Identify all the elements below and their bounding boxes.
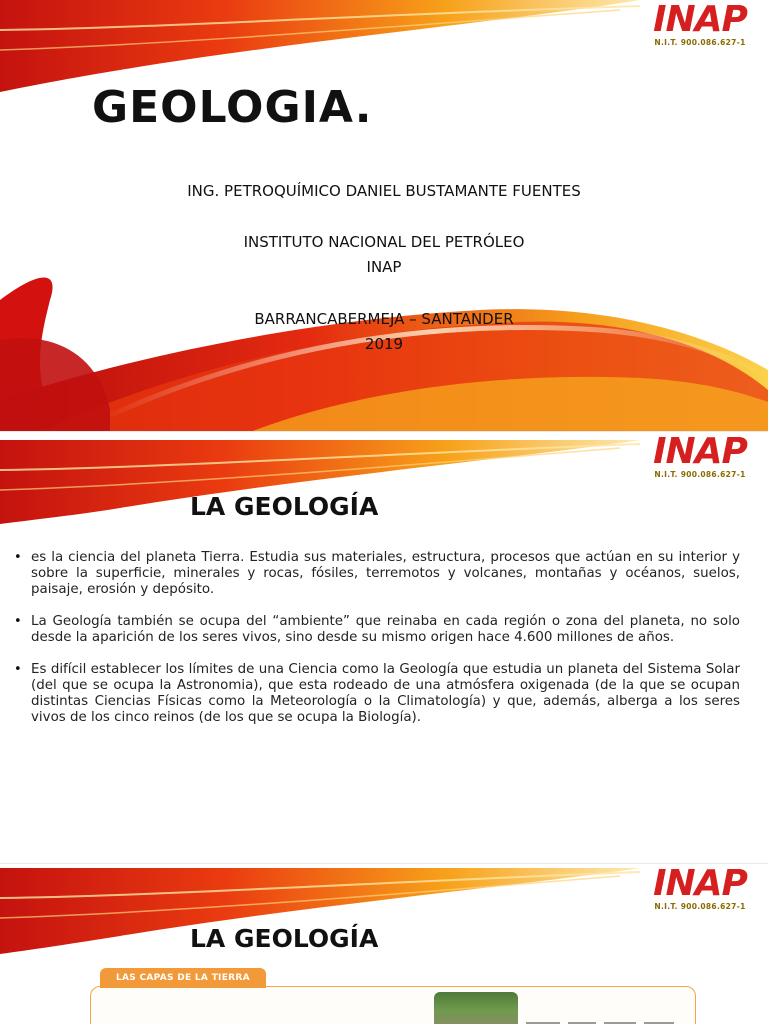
- inap-logo: [638, 2, 762, 52]
- bullet-list: [14, 550, 740, 742]
- bullet-text: La Geología también se ocupa del “ambiente” que reinaba en cada región o zona del planeta, no solo desde la aparición de los seres vivos, sino desde su mismo origen hace 4.600 millones de años.: [31, 614, 740, 645]
- wave-decoration-top: [0, 0, 768, 432]
- inap-logo: [638, 434, 762, 484]
- location-line: BARRANCABERMEJA – SANTANDER: [254, 310, 514, 328]
- list-item: [14, 550, 740, 598]
- bullet-icon: •: [14, 662, 22, 677]
- slide-content: [0, 864, 768, 1024]
- bullet-text: es la ciencia del planeta Tierra. Estudia sus materiales, estructura, procesos que actúan en su interior y sobre la superficie, minerales y rocas, fósiles, terremotos y volcanes, montañas y océanos, suelos, paisaje, erosión y depósito.: [31, 550, 740, 597]
- logo-nit: N.I.T. 900.086.627-1: [654, 470, 746, 479]
- slide-title: [0, 0, 768, 432]
- panel-tab-label: LAS CAPAS DE LA TIERRA: [100, 968, 266, 988]
- year-line: 2019: [364, 335, 404, 353]
- logo-text: INAP: [653, 864, 747, 904]
- bullet-text: Es difícil establecer los límites de una Ciencia como la Geología que estudia un planeta del Sistema Solar (del que se ocupa la Astronomia), que esta rodeado de una atmósfera oxigenada (de la que se ocupan distintas Ciencias Físicas como la Meteorología o la Climatología) y que, además, alberga a los seres vivos de los cinco reinos (de los que se ocupa la Biología).: [31, 662, 740, 725]
- bullet-icon: •: [14, 550, 22, 565]
- list-item: [14, 662, 740, 726]
- slide-heading: LA GEOLOGÍA: [190, 492, 379, 521]
- author-line: ING. PETROQUÍMICO DANIEL BUSTAMANTE FUENTES: [187, 182, 581, 200]
- logo-text: INAP: [653, 432, 747, 472]
- list-item: [14, 614, 740, 646]
- logo-nit: N.I.T. 900.086.627-1: [654, 902, 746, 911]
- logo-text: INAP: [653, 0, 747, 40]
- logo-nit: N.I.T. 900.086.627-1: [654, 38, 746, 47]
- landscape-photo: [434, 992, 518, 1024]
- bullet-icon: •: [14, 614, 22, 629]
- acronym-line: INAP: [366, 258, 402, 276]
- institution-line: INSTITUTO NACIONAL DEL PETRÓLEO: [243, 233, 525, 251]
- slide-content: [0, 432, 768, 864]
- earth-layers-panel: [90, 986, 696, 1024]
- slide-heading: LA GEOLOGÍA: [190, 924, 379, 953]
- inap-logo: [638, 866, 762, 916]
- page-title: GEOLOGIA.: [92, 82, 373, 133]
